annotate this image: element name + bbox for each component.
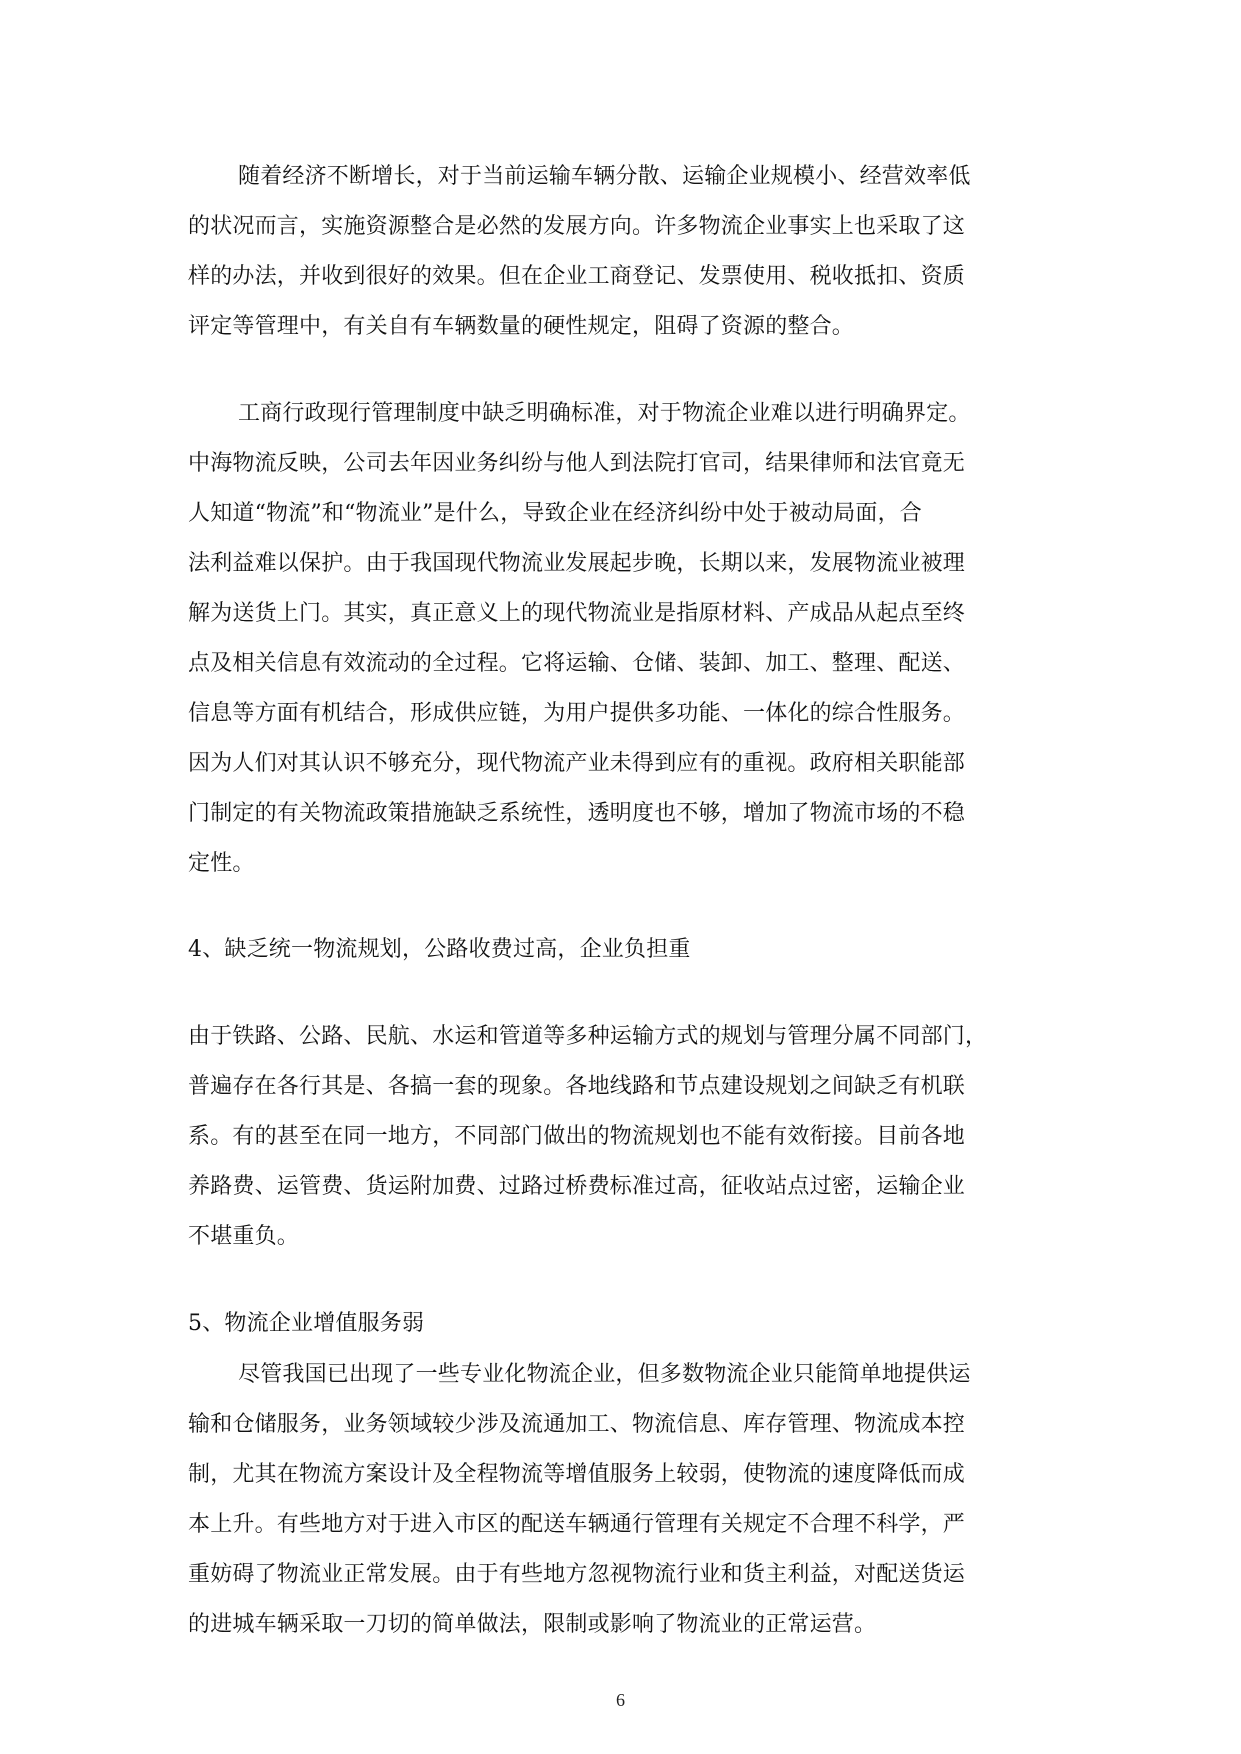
section-4-line-1: 由于铁路、公路、民航、水运和管道等多种运输方式的规划与管理分属不同部门，	[188, 1024, 988, 1049]
section-4-line-2: 普遍存在各行其是、各搞一套的现象。各地线路和节点建设规划之间缺乏有机联	[188, 1074, 966, 1099]
section-5-line-2: 输和仓储服务，业务领域较少涉及流通加工、物流信息、库存管理、物流成本控	[188, 1412, 966, 1437]
section-4-line-5: 不堪重负。	[188, 1224, 300, 1249]
paragraph-1-line-1: 随着经济不断增长，对于当前运输车辆分散、运输企业规模小、经营效率低	[238, 164, 971, 189]
section-5-line-5: 重妨碍了物流业正常发展。由于有些地方忽视物流行业和货主利益，对配送货运	[188, 1562, 966, 1587]
paragraph-2-line-3: 人知道“物流”和“物流业”是什么，导致企业在经济纠纷中处于被动局面，合	[188, 501, 922, 526]
section-4-line-3: 系。有的甚至在同一地方，不同部门做出的物流规划也不能有效衔接。目前各地	[188, 1124, 966, 1149]
page-number: 6	[616, 1690, 625, 1710]
section-5-line-4: 本上升。有些地方对于进入市区的配送车辆通行管理有关规定不合理不科学，严	[188, 1512, 966, 1537]
paragraph-1-line-3: 样的办法，并收到很好的效果。但在企业工商登记、发票使用、税收抵扣、资质	[188, 264, 966, 289]
paragraph-2-line-5: 解为送货上门。其实，真正意义上的现代物流业是指原材料、产成品从起点至终	[188, 601, 966, 626]
paragraph-1-line-2: 的状况而言，实施资源整合是必然的发展方向。许多物流企业事实上也采取了这	[188, 214, 966, 239]
section-5-line-3: 制，尤其在物流方案设计及全程物流等增值服务上较弱，使物流的速度降低而成	[188, 1462, 966, 1487]
section-4-line-4: 养路费、运管费、货运附加费、过路过桥费标准过高，征收站点过密，运输企业	[188, 1174, 966, 1199]
paragraph-2-line-7: 信息等方面有机结合，形成供应链，为用户提供多功能、一体化的综合性服务。	[188, 701, 966, 726]
section-5-line-1: 尽管我国已出现了一些专业化物流企业，但多数物流企业只能简单地提供运	[238, 1362, 971, 1387]
section-4-heading: 4、缺乏统一物流规划，公路收费过高，企业负担重	[188, 937, 691, 962]
paragraph-2-line-10: 定性。	[188, 851, 255, 876]
paragraph-2-line-6: 点及相关信息有效流动的全过程。它将运输、仓储、装卸、加工、整理、配送、	[188, 651, 966, 676]
paragraph-1-line-4: 评定等管理中，有关自有车辆数量的硬性规定，阻碍了资源的整合。	[188, 314, 855, 339]
paragraph-2-line-1: 工商行政现行管理制度中缺乏明确标准，对于物流企业难以进行明确界定。	[238, 401, 971, 426]
paragraph-2-line-4: 法利益难以保护。由于我国现代物流业发展起步晚，长期以来，发展物流业被理	[188, 551, 966, 576]
section-5-heading: 5、物流企业增值服务弱	[188, 1311, 425, 1336]
paragraph-2-line-2: 中海物流反映，公司去年因业务纠纷与他人到法院打官司，结果律师和法官竟无	[188, 451, 966, 476]
paragraph-2-line-8: 因为人们对其认识不够充分，现代物流产业未得到应有的重视。政府相关职能部	[188, 751, 966, 776]
section-5-line-6: 的进城车辆采取一刀切的简单做法，限制或影响了物流业的正常运营。	[188, 1612, 877, 1637]
paragraph-2-line-9: 门制定的有关物流政策措施缺乏系统性，透明度也不够，增加了物流市场的不稳	[188, 801, 966, 826]
